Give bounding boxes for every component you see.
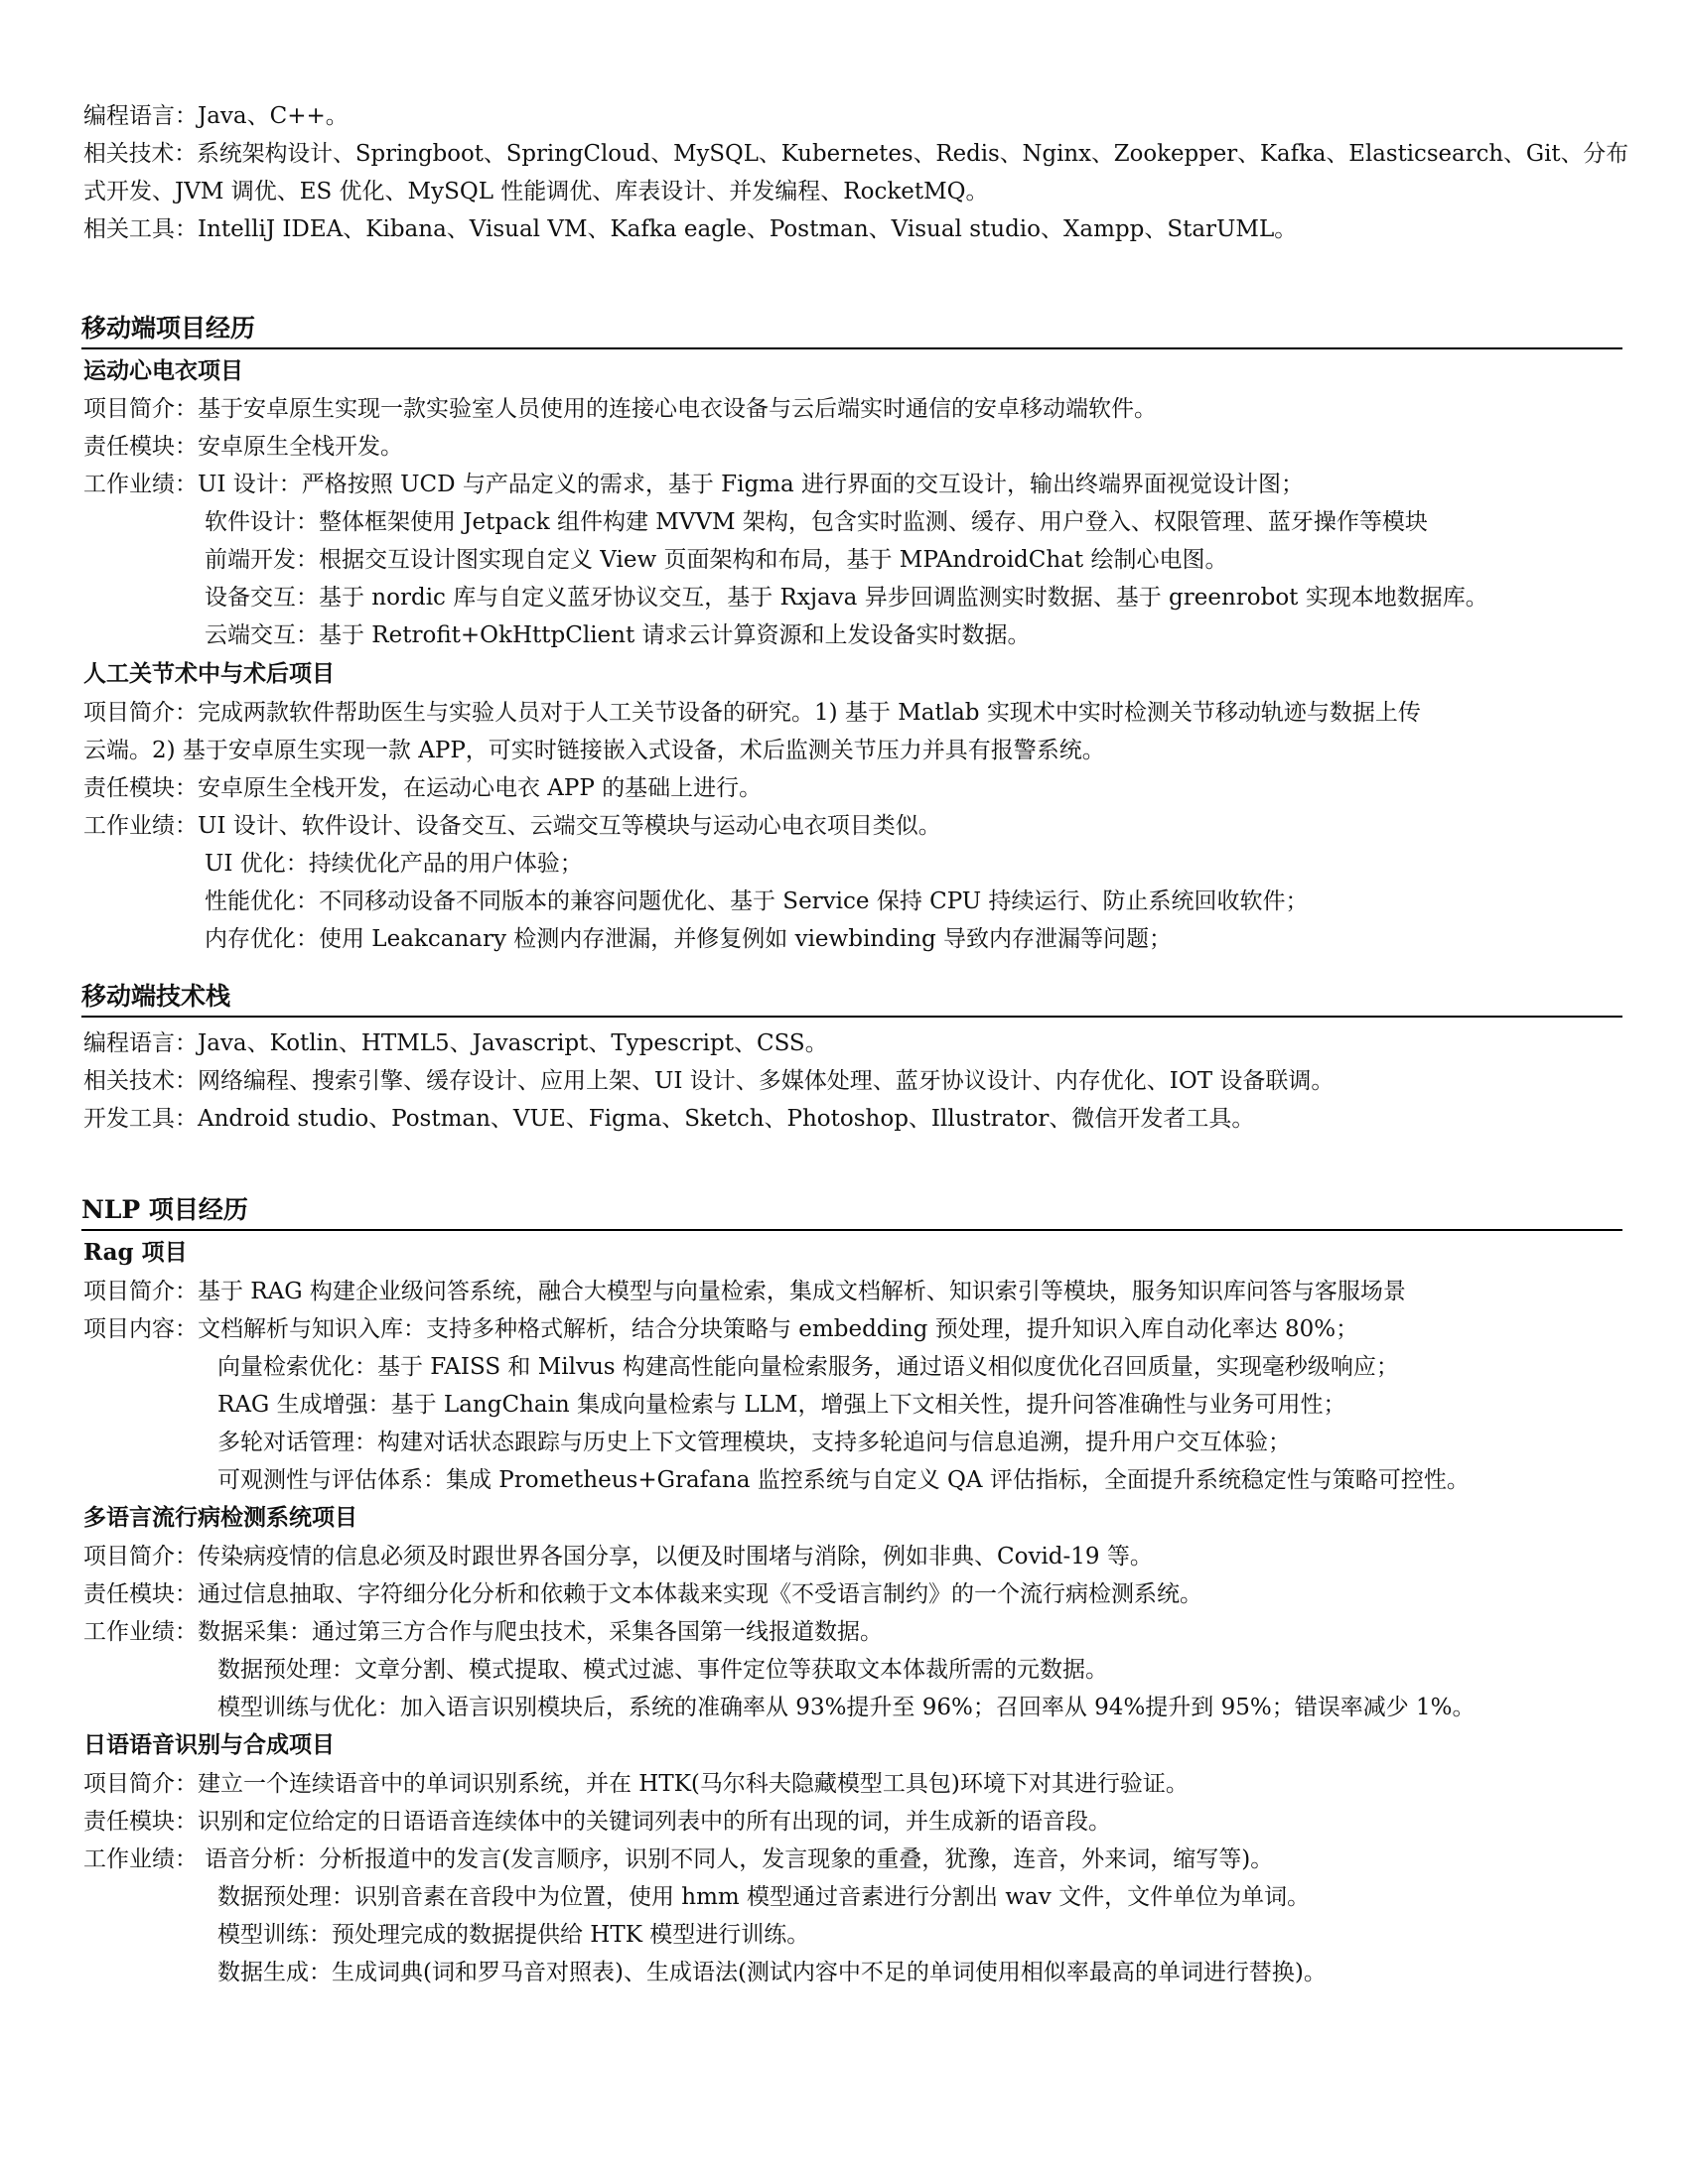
mobile-stack-line: 相关技术：网络编程、搜索引擎、缓存设计、应用上架、UI 设计、多媒体处理、蓝牙协议设计、内存优化、IOT 设备联调。: [83, 1068, 1335, 1094]
project-detail-line: 云端交互：基于 Retrofit+OkHttpClient 请求云计算资源和上发设备实时数据。: [205, 622, 1031, 648]
project-line: 工作业绩： 语音分析：分析报道中的发言(发言顺序，识别不同人，发言现象的重叠，犹豫，连音，外来词，缩写等)。: [83, 1846, 1274, 1872]
project-detail-line: 数据生成：生成词典(词和罗马音对照表)、生成语法(测试内容中不足的单词使用相似率最高的单词进行替换)。: [217, 1960, 1327, 1985]
project-detail-line: 模型训练与优化：加入语言识别模块后，系统的准确率从 93%提升至 96%；召回率从 94%提升到 95%；错误率减少 1%。: [217, 1695, 1476, 1720]
project-line: 项目简介：传染病疫情的信息必须及时跟世界各国分享，以便及时围堵与消除，例如非典、Covid-19 等。: [83, 1544, 1153, 1570]
project-detail-line: 模型训练：预处理完成的数据提供给 HTK 模型进行训练。: [217, 1922, 810, 1948]
project-line: 项目简介：基于 RAG 构建企业级问答系统，融合大模型与向量检索，集成文档解析、知识索引等模块，服务知识库问答与客服场景: [83, 1279, 1406, 1304]
backend-language-line: 编程语言：Java、C++。: [83, 103, 349, 129]
project-detail-line: 多轮对话管理：构建对话状态跟踪与历史上下文管理模块，支持多轮追问与信息追溯，提升用户交互体验；: [217, 1430, 1291, 1455]
project-title-ecg: 运动心电衣项目: [83, 357, 243, 384]
project-line: 项目简介：完成两款软件帮助医生与实验人员对于人工关节设备的研究。1) 基于 Matlab 实现术中实时检测关节移动轨迹与数据上传: [83, 700, 1421, 726]
project-detail-line: 设备交互：基于 nordic 库与自定义蓝牙协议交互，基于 Rxjava 异步回调监测实时数据、基于 greenrobot 实现本地数据库。: [205, 585, 1488, 611]
project-line: 工作业绩：UI 设计：严格按照 UCD 与产品定义的需求，基于 Figma 进行界面的交互设计，输出终端界面视觉设计图；: [83, 472, 1305, 497]
project-detail-line: 前端开发：根据交互设计图实现自定义 View 页面架构和布局，基于 MPAndroidChat 绘制心电图。: [205, 547, 1228, 573]
project-title-epidemic: 多语言流行病检测系统项目: [83, 1504, 357, 1531]
mobile-stack-line: 编程语言：Java、Kotlin、HTML5、Javascript、Typescript、CSS。: [83, 1030, 828, 1056]
project-line: 项目内容：文档解析与知识入库：支持多种格式解析，结合分块策略与 embedding 预处理，提升知识入库自动化率达 80%；: [83, 1316, 1359, 1342]
mobile-stack-line: 开发工具：Android studio、Postman、VUE、Figma、Sketch、Photoshop、Illustrator、微信开发者工具。: [83, 1106, 1255, 1132]
project-line: 项目简介：建立一个连续语音中的单词识别系统，并在 HTK(马尔科夫隐藏模型工具包)环境下对其进行验证。: [83, 1771, 1189, 1797]
section-heading-mobile-projects: 移动端项目经历: [81, 312, 1622, 349]
section-heading-mobile-stack: 移动端技术栈: [81, 980, 1622, 1018]
project-line: 云端。2) 基于安卓原生实现一款 APP，可实时链接嵌入式设备，术后监测关节压力并具有报警系统。: [83, 738, 1105, 763]
project-title-rag: Rag 项目: [83, 1239, 188, 1266]
project-line: 项目简介：基于安卓原生实现一款实验室人员使用的连接心电衣设备与云后端实时通信的安卓移动端软件。: [83, 396, 1157, 422]
project-detail-line: 数据预处理：文章分割、模式提取、模式过滤、事件定位等获取文本体裁所需的元数据。: [217, 1657, 1108, 1683]
project-title-japanese: 日语语音识别与合成项目: [83, 1731, 335, 1758]
project-detail-line: 数据预处理：识别音素在音段中为位置，使用 hmm 模型通过音素进行分割出 wav 文件，文件单位为单词。: [217, 1884, 1311, 1910]
project-line: 责任模块：通过信息抽取、字符细分化分析和依赖于文本体裁来实现《不受语言制约》的一个流行病检测系统。: [83, 1581, 1202, 1607]
project-detail-line: UI 优化：持续优化产品的用户体验；: [205, 851, 583, 877]
project-detail-line: 内存优化：使用 Leakcanary 检测内存泄漏，并修复例如 viewbinding 导致内存泄漏等问题；: [205, 926, 1173, 952]
backend-tech-line-cont: 式开发、JVM 调优、ES 优化、MySQL 性能调优、库表设计、并发编程、RocketMQ。: [83, 179, 989, 205]
project-detail-line: 可观测性与评估体系：集成 Prometheus+Grafana 监控系统与自定义 QA 评估指标，全面提升系统稳定性与策略可控性。: [217, 1467, 1470, 1493]
project-line: 责任模块：安卓原生全栈开发，在运动心电衣 APP 的基础上进行。: [83, 775, 763, 801]
backend-tools-line: 相关工具：IntelliJ IDEA、Kibana、Visual VM、Kafka eagle、Postman、Visual studio、Xampp、StarUML。: [83, 216, 1298, 242]
project-title-joint: 人工关节术中与术后项目: [83, 660, 335, 687]
project-line: 工作业绩：UI 设计、软件设计、设备交互、云端交互等模块与运动心电衣项目类似。: [83, 813, 941, 839]
project-detail-line: 性能优化：不同移动设备不同版本的兼容问题优化、基于 Service 保持 CPU 持续运行、防止系统回收软件；: [205, 888, 1309, 914]
section-heading-nlp-projects: NLP 项目经历: [81, 1193, 1622, 1231]
backend-tech-line: 相关技术：系统架构设计、Springboot、SpringCloud、MySQL、Kubernetes、Redis、Nginx、Zookepper、Kafka、Elasticsearch、Git、分布: [83, 141, 1629, 167]
project-detail-line: 向量检索优化：基于 FAISS 和 Milvus 构建高性能向量检索服务，通过语义相似度优化召回质量，实现毫秒级响应；: [217, 1354, 1399, 1380]
project-line: 工作业绩：数据采集：通过第三方合作与爬虫技术，采集各国第一线报道数据。: [83, 1619, 883, 1645]
project-detail-line: RAG 生成增强：基于 LangChain 集成向量检索与 LLM，增强上下文相关性，提升问答准确性与业务可用性；: [217, 1392, 1346, 1418]
project-line: 责任模块：安卓原生全栈开发。: [83, 434, 403, 460]
project-detail-line: 软件设计：整体框架使用 Jetpack 组件构建 MVVM 架构，包含实时监测、缓存、用户登入、权限管理、蓝牙操作等模块: [205, 509, 1428, 535]
project-line: 责任模块：识别和定位给定的日语语音连续体中的关键词列表中的所有出现的词，并生成新的语音段。: [83, 1809, 1111, 1835]
